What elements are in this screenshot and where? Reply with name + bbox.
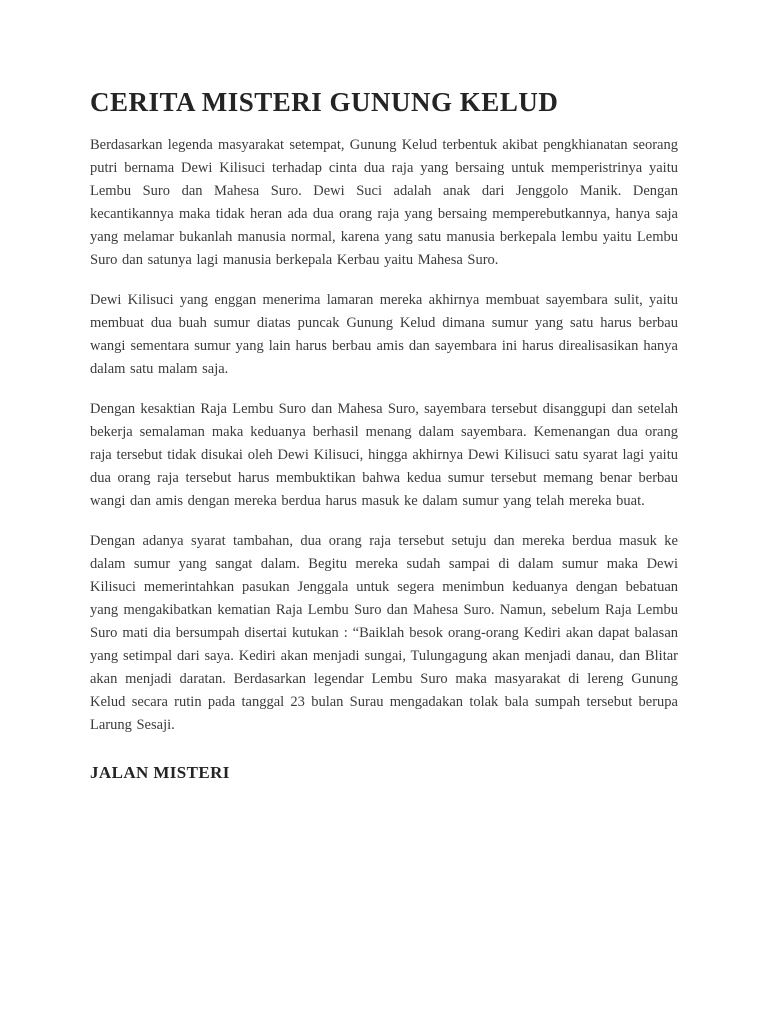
- paragraph-4: Dengan adanya syarat tambahan, dua orang raja tersebut setuju dan mereka berdua masuk ke dalam sumur yang sangat dalam. Begitu mereka sudah sampai di dalam sumur maka Dewi Kilisuci memerintahkan pasukan Jenggala untuk segera menimbun keduanya dengan bebatuan yang mengakibatkan kematian Raja Lembu Suro dan Mahesa Suro. Namun, sebelum Raja Lembu Suro mati dia bersumpah disertai kutukan : “Baiklah besok orang-orang Kediri akan dapat balasan yang setimpal dari saya. Kediri akan menjadi sungai, Tulungagung akan menjadi danau, dan Blitar akan menjadi daratan. Berdasarkan legendar Lembu Suro maka masyarakat di lereng Gunung Kelud secara rutin pada tanggal 23 bulan Surau mengadakan tolak bala sumpah tersebut berupa Larung Sesaji.: [90, 532, 678, 733]
- document-title: CERITA MISTERI GUNUNG KELUD: [90, 87, 559, 117]
- paragraph-3: Dengan kesaktian Raja Lembu Suro dan Mahesa Suro, sayembara tersebut disanggupi dan setelah bekerja semalaman maka keduanya berhasil menang dalam sayembara. Kemenangan dua orang raja tersebut tidak disukai oleh Dewi Kilisuci, hingga akhirnya Dewi Kilisuci satu syarat lagi yaitu dua orang raja tersebut harus membuktikan bahwa kedua sumur tersebut memang benar berbau wangi dan amis dengan mereka berdua harus masuk ke dalam sumur yang telah mereka buat.: [90, 400, 678, 509]
- paragraph-1: Berdasarkan legenda masyarakat setempat, Gunung Kelud terbentuk akibat pengkhianatan seorang putri bernama Dewi Kilisuci terhadap cinta dua raja yang bersaing untuk memperistrinya yaitu Lembu Suro dan Mahesa Suro. Dewi Suci adalah anak dari Jenggolo Manik. Dengan kecantikannya maka tidak heran ada dua orang raja yang bersaing memperebutkannya, hanya saja yang melamar bukanlah manusia normal, karena yang satu manusia berkepala lembu yaitu Lembu Suro dan satunya lagi manusia berkepala Kerbau yaitu Mahesa Suro.: [90, 136, 678, 268]
- paragraph-2: Dewi Kilisuci yang enggan menerima lamaran mereka akhirnya membuat sayembara sulit, yaitu membuat dua buah sumur diatas puncak Gunung Kelud dimana sumur yang satu harus berbau wangi sementara sumur yang lain harus berbau amis dan sayembara ini harus direalisasikan hanya dalam satu malam saja.: [90, 291, 678, 377]
- section-heading-jalan-misteri: JALAN MISTERI: [90, 762, 230, 782]
